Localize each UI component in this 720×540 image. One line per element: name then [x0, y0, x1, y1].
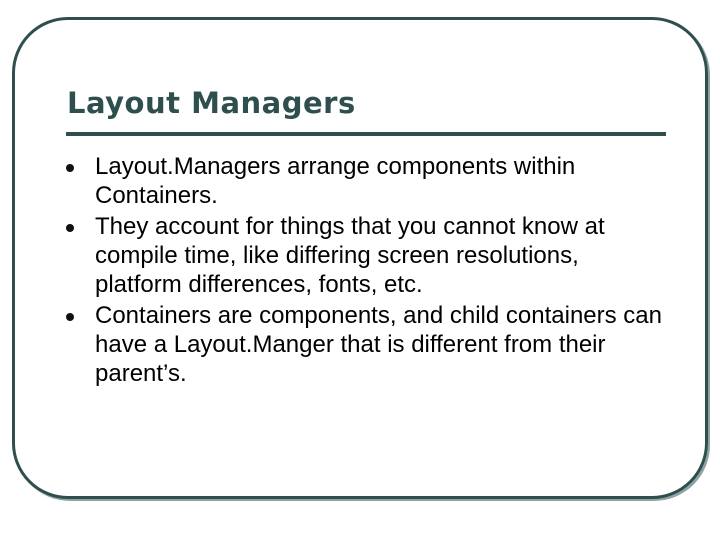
bullet-text: Layout.Managers arrange components within Containers.: [95, 153, 576, 209]
bullet-item: [63, 212, 663, 299]
bullet-item: [63, 152, 663, 210]
bullet-text: They account for things that you cannot know at compile time, like differing screen resolutions, platform differences, fonts, etc.: [95, 213, 605, 298]
slide-title: Layout Managers: [67, 86, 356, 120]
bullet-dot-icon: [66, 313, 74, 321]
bullet-dot-icon: [66, 224, 74, 232]
bullet-item: [63, 301, 663, 388]
title-underline: [66, 132, 666, 136]
bullet-text: Containers are components, and child containers can have a Layout.Manger that is different from their parent’s.: [95, 302, 662, 387]
bullet-dot-icon: [66, 164, 74, 172]
bullet-list: [63, 152, 663, 390]
